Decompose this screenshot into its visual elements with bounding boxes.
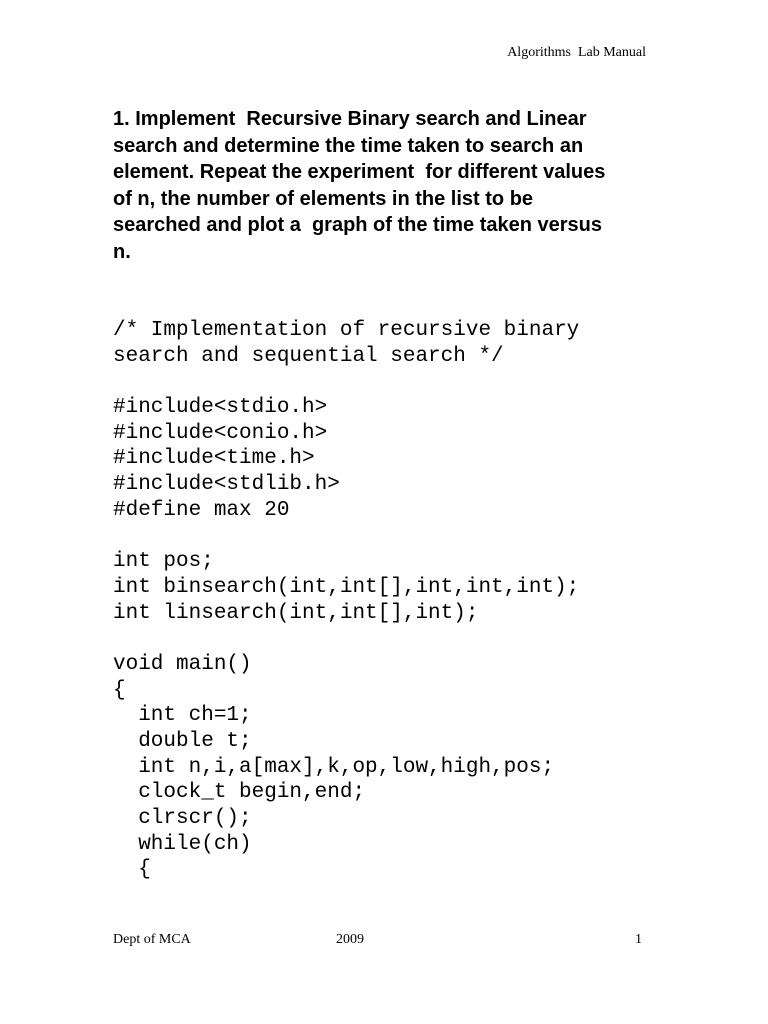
code-line: #include<stdlib.h> <box>113 473 340 497</box>
heading-line: searched and plot a graph of the time taken versus <box>113 214 603 236</box>
page-number: 1 <box>635 932 642 947</box>
heading-line: search and determine the time taken to search an <box>113 134 584 157</box>
code-line: #include<stdio.h> <box>113 396 328 420</box>
footer-year: 2009 <box>336 932 364 947</box>
code-line <box>113 369 579 395</box>
running-header: Algorithms Lab Manual <box>507 45 646 60</box>
exercise-heading <box>113 106 663 265</box>
code-line: { <box>113 678 126 702</box>
code-line: #define max 20 <box>113 498 290 522</box>
code-line: { <box>113 858 151 882</box>
heading-line: of n, the number of elements in the list to be <box>113 187 534 210</box>
code-line: double t; <box>113 730 252 753</box>
code-line: void main() <box>113 652 252 676</box>
code-line: int linsearch(int,int[],int); <box>113 601 479 625</box>
code-listing <box>113 318 579 883</box>
code-line <box>113 524 579 550</box>
heading-line: n. <box>113 240 131 263</box>
footer-department: Dept of MCA <box>113 932 191 947</box>
code-line: clrscr(); <box>113 807 252 831</box>
code-line: int pos; <box>113 550 214 574</box>
code-line: #include<conio.h> <box>113 421 328 445</box>
heading-line: 1. Implement Recursive Binary search and Linear <box>113 108 587 130</box>
code-line: search and sequential search */ <box>113 344 504 368</box>
heading-line: element. Repeat the experiment for different values <box>113 161 606 183</box>
code-line: int n,i,a[max],k,op,low,high,pos; <box>113 755 555 779</box>
code-line: /* Implementation of recursive binary <box>113 319 580 342</box>
code-line: while(ch) <box>113 832 252 856</box>
code-line: int ch=1; <box>113 704 252 728</box>
code-line: #include<time.h> <box>113 447 315 471</box>
code-line: int binsearch(int,int[],int,int,int); <box>113 575 580 599</box>
code-line <box>113 626 579 652</box>
code-line: clock_t begin,end; <box>113 781 366 805</box>
